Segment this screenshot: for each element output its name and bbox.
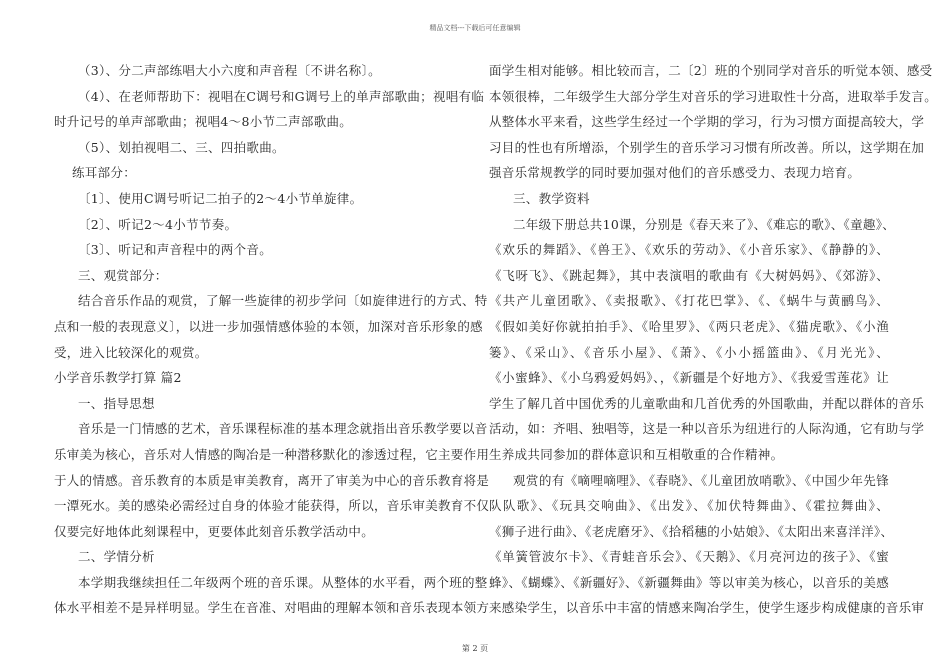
text-line: （5）、划拍视唱二、三、四拍歌曲。: [78, 139, 285, 155]
text-line: 结合音乐作品的观赏，了解一些旋律的初步学问〔如旋律进行的方式、特: [78, 293, 488, 309]
text-line: 蜂》、《蝴蝶》、《新疆好》、《新疆舞曲》等以审美为核心，以音乐的美感: [489, 574, 889, 590]
text-line: 《欢乐的舞蹈》、《兽王》、《欢乐的劳动》、《小音乐家》、《静静的》、: [489, 242, 889, 258]
text-line: 《狮子进行曲》、《老虎磨牙》、《拾稻穗的小姑娘》、《太阳出来喜洋洋》、: [489, 523, 894, 539]
text-line: 体水平相差不是异样明显。学生在音准、对唱曲的理解本领和音乐表现本领方: [54, 600, 490, 616]
text-line: 《小蜜蜂》、《小乌鸦爱妈妈》、，《新疆是个好地方》、《我爱雪莲花》让: [489, 370, 889, 386]
text-line: 时升记号的单声部歌曲；视唱4～8小节二声部歌曲。: [54, 114, 353, 130]
text-line: 来感染学生，以音乐中丰富的情感来陶冶学生，使学生逐步构成健康的音乐审: [489, 600, 925, 616]
text-line: 观赏的有《嘀哩嘀哩》、《春晓》、《儿童团放哨歌》、《中国少年先锋: [513, 472, 889, 488]
text-line: 生养成共同参加的群体意识和互相敬重的合作精神。: [489, 446, 784, 462]
page-number: 第 2 页: [461, 644, 489, 653]
text-line: 点和一般的表现意义〕，以进一步加强情感体验的本领，加深对音乐形象的感: [54, 318, 483, 334]
text-line: 《飞呀飞》、《跳起舞》，其中表演唱的歌曲有《大树妈妈》、《郊游》、: [489, 267, 889, 283]
text-line: 受，进入比较深化的观赏。: [54, 344, 208, 360]
right-column: [489, 58, 938, 621]
text-line: 学生了解几首中国优秀的儿童歌曲和几首优秀的外国歌曲，并配以群体的音乐: [489, 395, 925, 411]
section-heading: 练耳部分：: [72, 165, 137, 181]
section-heading: 二、学情分析: [78, 549, 155, 565]
section-heading: 三、观赏部分：: [78, 267, 168, 283]
text-line: 活动，如：齐唱、独唱等，这是一种以音乐为纽进行的人际沟通，它有助与学: [489, 421, 925, 437]
text-line: 本领很棒，二年级学生大部分学生对音乐的学习进取性十分高，进取举手发言。: [489, 88, 938, 104]
text-line: 乐审美为核心，音乐对人情感的陶冶是一种潜移默化的渗透过程，它主要作用: [54, 446, 490, 462]
text-line: 〔1〕、使用C调号听记二拍子的2～4小节单旋律。: [78, 190, 363, 206]
text-line: 仅要完好地体此刻课程中，更要体此刻音乐教学活动中。: [54, 523, 375, 539]
page-header: 精品文档---下载后可任意编辑: [429, 24, 521, 32]
text-line: 一潭死水。美的感染必需经过自身的体验才能获得，所以，音乐审美教育不仅: [54, 498, 490, 514]
text-line: （4）、在老师帮助下：视唱在C调号和G调号上的单声部歌曲；视唱有临: [78, 88, 485, 104]
article-title: 小学音乐教学打算 篇2: [54, 370, 182, 386]
text-line: 《共产儿童团歌》、《卖报歌》、《打花巴掌》、《、《蜗牛与黄鹂鸟》、: [489, 293, 889, 309]
text-line: 面学生相对能够。相比较而言，二〔2〕班的个别同学对音乐的听觉本领、感受: [489, 63, 933, 78]
section-heading: 一、指导思想: [78, 395, 155, 411]
text-line: 〔3〕、听记和声音程中的两个音。: [78, 242, 273, 258]
text-line: 强音乐常规教学的同时要加强对他们的音乐感受力、表现力培育。: [489, 165, 861, 181]
text-line: 队队歌》、《玩具交响曲》、《出发》、《加伏特舞曲》、《霍拉舞曲》、: [489, 498, 889, 514]
left-column: [54, 58, 490, 621]
text-line: 《单簧管波尔卡》、《青蛙音乐会》、《天鹅》、《月亮河边的孩子》、《蜜: [489, 549, 889, 565]
text-line: （3）、分二声部练唱大小六度和声音程〔不讲名称〕。: [78, 63, 381, 78]
text-line: 二年级下册总共10课，分别是《春天来了》、《难忘的歌》、《童趣》、: [513, 216, 896, 232]
text-line: 从整体水平来看，这些学生经过一个学期的学习，行为习惯方面提高较大，学: [489, 114, 925, 130]
text-line: 本学期我继续担任二年级两个班的音乐课。从整体的水平看，两个班的整: [78, 574, 488, 590]
text-line: 篓》、《采山》、《音乐小屋》、《萧》、《小小摇篮曲》、《月光光》、: [489, 344, 889, 360]
text-line: 〔2〕、听记2～4小节节奏。: [78, 216, 238, 232]
text-line: 音乐是一门情感的艺术，音乐课程标准的基本理念就指出音乐教学要以音: [78, 421, 488, 437]
text-line: 习目的性也有所增添，个别学生的音乐学习习惯有所改善。所以，这学期在加: [489, 139, 925, 155]
text-line: 于人的情感。音乐教育的本质是审美教育，离开了审美为中心的音乐教育将是: [54, 472, 490, 488]
section-heading: 三、教学资料: [513, 190, 590, 206]
text-line: 《假如美好你就拍拍手》、《哈里罗》、《两只老虎》、《猫虎歌》、《小渔: [489, 318, 889, 334]
